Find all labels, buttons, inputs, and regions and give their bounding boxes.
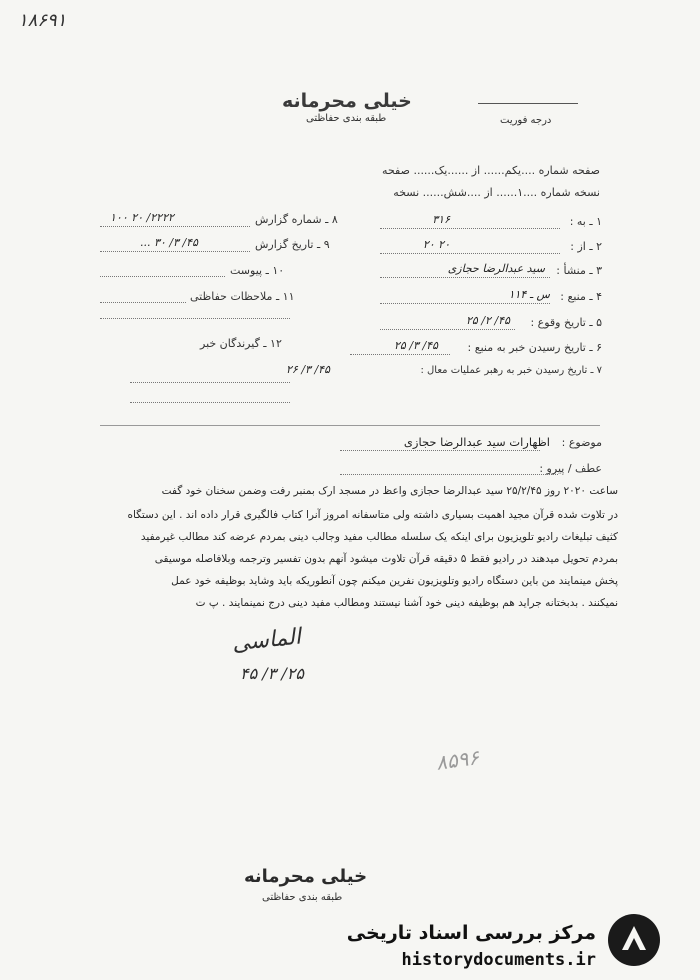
field-operator-receipt-value: ۴۵/ ۳/ ۲۶	[286, 363, 330, 376]
field-to-value: ۳۱۶	[432, 213, 450, 226]
subject-label: موضوع :	[561, 436, 602, 449]
field-source-receipt-value: ۴۵/ ۳/ ۲۵	[394, 339, 438, 352]
field-event-date-value: ۴۵/ ۲/ ۲۵	[466, 314, 510, 327]
field-security-notes-line	[100, 302, 186, 303]
field-recipients-label: ۱۲ ـ گیرندگان خبر	[200, 337, 282, 350]
field-origin-line	[380, 277, 550, 278]
field-report-number-label: ۸ ـ شماره گزارش	[255, 213, 338, 226]
field-report-date-line	[100, 251, 250, 252]
classification-label-bottom: طبقه بندی حفاظتی	[262, 892, 343, 903]
body-line: کثیف تبلیغات رادیو تلویزیون برای اینکه یک سلسله مطالب مفید وجالب دینی بمردم عرضه کند مطالب غیرمفید	[140, 531, 618, 543]
field-source-label: ۴ ـ منبع :	[560, 290, 602, 303]
field-report-number-line	[100, 226, 250, 227]
field-origin-label: ۳ ـ منشأ :	[556, 264, 602, 277]
recipients-line-2	[130, 402, 290, 403]
field-security-notes-line-2	[100, 318, 290, 319]
classification-stamp-bottom: خیلی محرمانه	[244, 866, 368, 887]
field-origin-value: سید عبدالرضا حجازی	[447, 262, 545, 275]
urgency-underline	[478, 103, 578, 104]
subject-value: اظهارات سید عبدالرضا حجازی	[403, 435, 550, 449]
footer-org-name: مرکز بررسی اسناد تاریخی	[346, 922, 596, 944]
body-line: پخش مینمایند من باین دستگاه رادیو وتلویزیون نفرین میکنم چون آنطوریکه باید وشاید بوظیفه خود عمل	[171, 575, 618, 587]
field-source-value: س ـ ۱۱۴	[508, 288, 550, 301]
body-line: ساعت ۲۰۲۰ روز ۲۵/۲/۴۵ سید عبدالرضا حجازی واعظ در مسجد ارک بمنبر رفت وضمن سخنان خود گفت	[161, 485, 618, 497]
field-from-label: ۲ ـ از :	[570, 240, 602, 253]
field-attachment-line	[100, 276, 225, 277]
classification-label-top: طبقه بندی حفاظتی	[306, 113, 387, 124]
field-report-date-label: ۹ ـ تاریخ گزارش	[255, 238, 330, 251]
field-from-line	[380, 253, 560, 254]
archive-logo-icon	[604, 910, 664, 970]
field-from-value: ۲۰ ۲۰	[422, 238, 450, 251]
page-number: صفحه شماره ....یکم...... از ......یک...... صفحه	[382, 164, 600, 177]
body-line: نمیکنند . بدبختانه جراید هم بوظیفه دینی خود آشنا نیستند ومطالب مفید دینی درج نمینمایند . پ ت	[195, 597, 618, 609]
margin-note: ۸۵۹۶	[434, 745, 481, 775]
urgency-label: درجه فوریت	[500, 115, 552, 126]
field-report-number-value: ۲۲۲۲/ ۲۰ ۱۰۰	[110, 211, 174, 224]
reference-line	[340, 474, 558, 475]
signature-date: ۲۵/ ۳/ ۴۵	[240, 664, 304, 683]
field-source-receipt-line	[350, 354, 450, 355]
subject-separator	[100, 425, 600, 426]
field-security-notes-label: ۱۱ ـ ملاحظات حفاظتی	[190, 290, 295, 303]
field-to-line	[380, 228, 560, 229]
body-line: در تلاوت شده قرآن مجید اهمیت بسیاری داشته ولی متاسفانه امروز آنرا کتاب فالگیری قرار داده اند . این دستگاه	[127, 509, 618, 521]
footer-website: historydocuments.ir	[401, 950, 596, 970]
copy-number: نسخه شماره ....۱...... از ....شش...... نسخه	[393, 186, 600, 199]
classification-stamp-top: خیلی محرمانه	[282, 90, 412, 112]
signature: الماسی	[230, 624, 303, 657]
field-source-receipt-label: ۶ ـ تاریخ رسیدن خبر به منبع :	[467, 341, 602, 354]
recipients-line-1	[130, 382, 290, 383]
field-to-label: ۱ ـ به :	[569, 215, 602, 228]
reference-label: عطف / پیرو :	[539, 462, 602, 475]
corner-number: ۱۸۶۹۱	[18, 10, 67, 31]
field-event-date-label: ۵ ـ تاریخ وقوع :	[530, 316, 602, 329]
field-attachment-label: ۱۰ ـ پیوست	[230, 264, 285, 277]
body-line: بمردم تحویل میدهند در رادیو فقط ۵ دقیقه قرآن تلاوت میشود آنهم بدون تفسیر وترجمه وبلافاصله موسیقی	[154, 553, 618, 565]
field-operator-receipt-label: ۷ ـ تاریخ رسیدن خبر به رهبر عملیات معال :	[420, 365, 602, 376]
field-event-date-line	[380, 329, 515, 330]
subject-line	[340, 450, 540, 451]
field-report-date-value: ۴۵/ ۳/ ۳۰ ...	[140, 236, 198, 249]
field-source-line	[380, 303, 550, 304]
